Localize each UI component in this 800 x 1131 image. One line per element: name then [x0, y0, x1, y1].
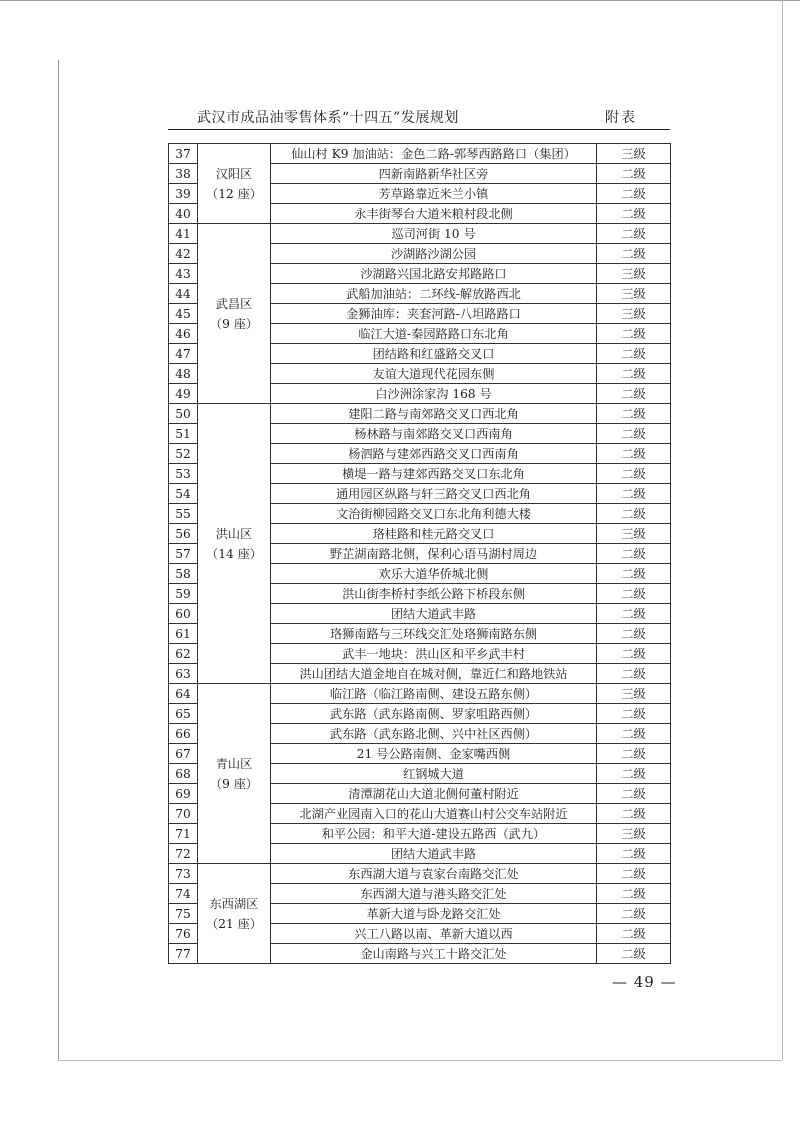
district-count: （9 座） [209, 316, 259, 331]
station-location: 建阳二路与南郊路交叉口西北角 [271, 404, 597, 424]
table-row [169, 404, 671, 424]
district-cell [198, 404, 271, 684]
district-cell [198, 684, 271, 864]
running-header [197, 107, 637, 125]
row-number: 67 [169, 744, 198, 764]
station-location: 白沙洲涂家沟 168 号 [271, 384, 597, 404]
district-name: 武昌区 [215, 296, 253, 311]
station-grade: 二级 [597, 384, 671, 404]
station-location: 东西湖大道与袁家台南路交汇处 [271, 864, 597, 884]
station-location: 团结路和红盛路交叉口 [271, 344, 597, 364]
row-number: 62 [169, 644, 198, 664]
row-number: 37 [169, 144, 198, 164]
station-location: 文治街柳园路交叉口东北角利德大楼 [271, 504, 597, 524]
row-number: 72 [169, 844, 198, 864]
scan-edge-top [0, 0, 800, 1]
station-location: 四新南路新华社区旁 [271, 164, 597, 184]
station-grade: 二级 [597, 884, 671, 904]
station-grade: 三级 [597, 684, 671, 704]
table-body [169, 144, 671, 964]
station-location: 巡司河街 10 号 [271, 224, 597, 244]
station-location: 金山南路与兴工十路交汇处 [271, 944, 597, 964]
station-grade: 二级 [597, 424, 671, 444]
station-grade: 二级 [597, 164, 671, 184]
row-number: 48 [169, 364, 198, 384]
row-number: 61 [169, 624, 198, 644]
station-location: 杨林路与南郊路交叉口西南角 [271, 424, 597, 444]
station-location: 兴工八路以南、革新大道以西 [271, 924, 597, 944]
row-number: 58 [169, 564, 198, 584]
station-location: 北湖产业园南入口的花山大道赛山村公交车站附近 [271, 804, 597, 824]
station-location: 野芷湖南路北侧，保利心语马湖村周边 [271, 544, 597, 564]
station-location: 仙山村 K9 加油站：金色二路-郭琴西路路口（集团） [271, 144, 597, 164]
station-grade: 二级 [597, 644, 671, 664]
station-grade: 三级 [597, 144, 671, 164]
station-grade: 二级 [597, 504, 671, 524]
row-number: 46 [169, 324, 198, 344]
header-rule [168, 129, 670, 130]
row-number: 47 [169, 344, 198, 364]
district-name: 洪山区 [215, 526, 253, 541]
station-location: 洪山街李桥村李纸公路下桥段东侧 [271, 584, 597, 604]
station-grade: 二级 [597, 724, 671, 744]
station-location: 沙湖路兴国北路安邦路路口 [271, 264, 597, 284]
row-number: 74 [169, 884, 198, 904]
row-number: 45 [169, 304, 198, 324]
row-number: 51 [169, 424, 198, 444]
row-number: 68 [169, 764, 198, 784]
row-number: 43 [169, 264, 198, 284]
station-location: 武东路（武东路北侧、兴中社区西侧） [271, 724, 597, 744]
station-grade: 二级 [597, 464, 671, 484]
station-location: 革新大道与卧龙路交汇处 [271, 904, 597, 924]
row-number: 69 [169, 784, 198, 804]
district-count: （21 座） [206, 916, 262, 931]
station-grade: 二级 [597, 484, 671, 504]
station-grade: 三级 [597, 304, 671, 324]
station-grade: 二级 [597, 664, 671, 684]
station-grade: 三级 [597, 824, 671, 844]
station-location: 团结大道武丰路 [271, 844, 597, 864]
row-number: 66 [169, 724, 198, 744]
station-grade: 二级 [597, 444, 671, 464]
station-grade: 二级 [597, 604, 671, 624]
station-location: 东西湖大道与港头路交汇处 [271, 884, 597, 904]
appendix-label: 附表 [605, 110, 637, 126]
row-number: 52 [169, 444, 198, 464]
station-grade: 三级 [597, 284, 671, 304]
station-location: 临江大道-秦园路路口东北角 [271, 324, 597, 344]
station-location: 团结大道武丰路 [271, 604, 597, 624]
row-number: 40 [169, 204, 198, 224]
district-count: （12 座） [206, 186, 262, 201]
station-location: 杨泗路与建郊西路交叉口西南角 [271, 444, 597, 464]
scan-edge-right [782, 0, 783, 1060]
row-number: 39 [169, 184, 198, 204]
row-number: 75 [169, 904, 198, 924]
station-location: 沙湖路沙湖公园 [271, 244, 597, 264]
row-number: 76 [169, 924, 198, 944]
district-name: 东西湖区 [209, 896, 259, 911]
station-location: 和平公园：和平大道-建设五路西（武九） [271, 824, 597, 844]
station-grade: 二级 [597, 224, 671, 244]
station-grade: 二级 [597, 244, 671, 264]
row-number: 63 [169, 664, 198, 684]
station-grade: 二级 [597, 784, 671, 804]
station-location: 珞狮南路与三环线交汇处珞狮南路东侧 [271, 624, 597, 644]
station-grade: 二级 [597, 624, 671, 644]
row-number: 65 [169, 704, 198, 724]
station-location: 友谊大道现代花园东侧 [271, 364, 597, 384]
row-number: 53 [169, 464, 198, 484]
station-location: 通用园区纵路与轩三路交叉口西北角 [271, 484, 597, 504]
document-title: 武汉市成品油零售体系“十四五”发展规划 [197, 110, 459, 126]
station-location: 永丰街琴台大道米粮村段北侧 [271, 204, 597, 224]
district-cell [198, 144, 271, 224]
station-grade: 二级 [597, 204, 671, 224]
row-number: 38 [169, 164, 198, 184]
district-cell [198, 224, 271, 404]
row-number: 49 [169, 384, 198, 404]
station-grade: 二级 [597, 904, 671, 924]
row-number: 71 [169, 824, 198, 844]
row-number: 70 [169, 804, 198, 824]
station-grade: 二级 [597, 544, 671, 564]
station-grade: 二级 [597, 864, 671, 884]
table-row [169, 684, 671, 704]
row-number: 41 [169, 224, 198, 244]
row-number: 60 [169, 604, 198, 624]
scan-edge-bottom [58, 1060, 782, 1061]
station-grade: 二级 [597, 344, 671, 364]
table-row [169, 224, 671, 244]
station-location: 芳草路靠近米兰小镇 [271, 184, 597, 204]
district-count: （9 座） [209, 776, 259, 791]
station-location: 清潭湖花山大道北侧何董村附近 [271, 784, 597, 804]
row-number: 50 [169, 404, 198, 424]
station-location: 临江路（临江路南侧、建设五路东侧） [271, 684, 597, 704]
station-grade: 二级 [597, 844, 671, 864]
district-name: 青山区 [215, 756, 253, 771]
station-grade: 三级 [597, 524, 671, 544]
station-grade: 二级 [597, 584, 671, 604]
row-number: 59 [169, 584, 198, 604]
station-grade: 二级 [597, 564, 671, 584]
row-number: 56 [169, 524, 198, 544]
station-location: 红钢城大道 [271, 764, 597, 784]
table-row [169, 864, 671, 884]
station-grade: 二级 [597, 944, 671, 964]
station-grade: 二级 [597, 364, 671, 384]
station-grade: 二级 [597, 924, 671, 944]
page-number: — 49 — [612, 973, 677, 991]
row-number: 55 [169, 504, 198, 524]
station-grade: 二级 [597, 764, 671, 784]
row-number: 44 [169, 284, 198, 304]
district-cell [198, 864, 271, 964]
station-grade: 三级 [597, 264, 671, 284]
station-location: 横堤一路与建郊西路交叉口东北角 [271, 464, 597, 484]
scan-edge-left [58, 60, 59, 1060]
station-location: 21 号公路南侧、金家嘴西侧 [271, 744, 597, 764]
row-number: 73 [169, 864, 198, 884]
station-grade: 二级 [597, 324, 671, 344]
station-location: 武东路（武东路南侧、罗家咀路西侧） [271, 704, 597, 724]
station-location: 欢乐大道华侨城北侧 [271, 564, 597, 584]
row-number: 54 [169, 484, 198, 504]
station-grade: 二级 [597, 404, 671, 424]
station-grade: 二级 [597, 744, 671, 764]
station-grade: 二级 [597, 704, 671, 724]
gas-station-table [168, 143, 671, 964]
station-location: 武丰一地块：洪山区和平乡武丰村 [271, 644, 597, 664]
station-location: 武船加油站：二环线-解放路西北 [271, 284, 597, 304]
row-number: 64 [169, 684, 198, 704]
table-row [169, 144, 671, 164]
district-count: （14 座） [206, 546, 262, 561]
station-location: 珞桂路和桂元路交叉口 [271, 524, 597, 544]
row-number: 57 [169, 544, 198, 564]
row-number: 77 [169, 944, 198, 964]
station-location: 金狮油库：夹套河路-八坦路路口 [271, 304, 597, 324]
station-grade: 二级 [597, 184, 671, 204]
row-number: 42 [169, 244, 198, 264]
district-name: 汉阳区 [215, 166, 253, 181]
station-grade: 二级 [597, 804, 671, 824]
station-location: 洪山团结大道金地自在城对侧，靠近仁和路地铁站 [271, 664, 597, 684]
